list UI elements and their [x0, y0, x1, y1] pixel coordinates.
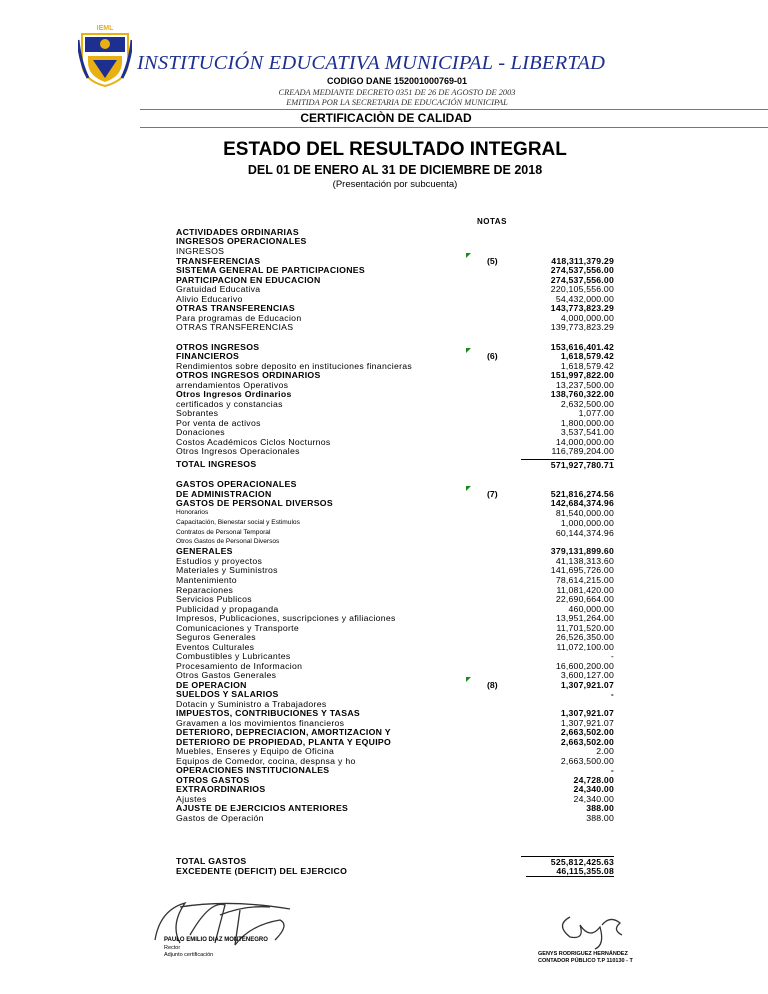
row-value: 153,616,401.42	[550, 342, 614, 352]
accountant-signature-scribble	[530, 905, 640, 950]
row-value: 81,540,000.00	[555, 508, 614, 518]
row-value: 1,000,000.00	[560, 518, 614, 528]
row-label: GENERALES	[176, 546, 233, 556]
row-value: 521,816,274.56	[550, 489, 614, 499]
note-marker-icon	[466, 486, 471, 491]
statement-row	[176, 408, 614, 418]
row-label: Otros Ingresos Operacionales	[176, 446, 300, 456]
row-value: 143,773,823.29	[550, 303, 614, 313]
row-label: Donaciones	[176, 427, 225, 437]
row-value: 46,115,355.08	[526, 866, 614, 877]
row-label: Materiales y Suministros	[176, 565, 278, 575]
row-label: Mantenimiento	[176, 575, 237, 585]
row-value: 571,927,780.71	[521, 459, 614, 470]
row-value: 11,072,100.00	[556, 642, 614, 652]
statement-row	[176, 565, 614, 575]
row-value: 4,000,000.00	[560, 313, 614, 323]
row-value: 13,951,264.00	[555, 613, 614, 623]
row-value: 274,537,556.00	[550, 275, 614, 285]
row-label: Para programas de Educacion	[176, 313, 302, 323]
row-label: FINANCIEROS	[176, 351, 240, 361]
row-label: Por venta de activos	[176, 418, 261, 428]
row-value: -	[610, 651, 614, 661]
row-label: OTROS INGRESOS ORDINARIOS	[176, 370, 321, 380]
row-value: 1,800,000.00	[560, 418, 614, 428]
row-label: Rendimientos sobre deposito en instituciones financieras	[176, 361, 413, 371]
statement-row	[176, 670, 614, 680]
rector-name: PAULO EMILIO DIAZ MONTENEGRO	[164, 937, 268, 943]
logo-text: IEML	[96, 25, 114, 32]
dane-code: CODIGO DANE 152001000769-01	[326, 76, 468, 86]
row-label: GASTOS OPERACIONALES	[176, 479, 297, 489]
row-value: 138,760,322.00	[550, 389, 614, 399]
row-value: 1,618,579.42	[560, 361, 614, 371]
row-note: (6)	[487, 351, 498, 361]
row-label: Otros Gastos Generales	[176, 670, 277, 680]
row-value: 2.00	[596, 746, 614, 756]
row-label: Comunicaciones y Transporte	[176, 623, 300, 633]
statement-row	[176, 284, 614, 294]
row-note: (7)	[487, 489, 498, 499]
row-label: ACTIVIDADES ORDINARIAS	[176, 227, 299, 237]
statement-row	[176, 803, 614, 813]
statement-row	[176, 303, 614, 313]
row-value: 3,600,127.00	[560, 670, 614, 680]
report-presentation: (Presentación por subcuenta)	[332, 179, 458, 190]
statement-row	[176, 518, 614, 528]
row-value: 13,237,500.00	[555, 380, 614, 390]
row-label: Procesamiento de Informacion	[176, 661, 303, 671]
row-label: DETERIORO, DEPRECIACION, AMORTIZACION Y	[176, 727, 391, 737]
statement-row	[176, 856, 614, 866]
statement-row	[176, 265, 614, 275]
row-label: Impresos, Publicaciones, suscripciones y afiliaciones	[176, 613, 396, 623]
note-marker-icon	[466, 253, 471, 258]
row-label: Eventos Culturales	[176, 642, 255, 652]
statement-row	[176, 322, 614, 332]
statement-row	[176, 689, 614, 699]
statement-row	[176, 784, 614, 794]
statement-row	[176, 479, 614, 489]
row-label: Otros Gastos de Personal Diversos	[176, 538, 280, 545]
row-value: 388.00	[586, 803, 614, 813]
row-label: INGRESOS	[176, 246, 225, 256]
row-label: GASTOS DE PERSONAL DIVERSOS	[176, 498, 333, 508]
row-label: certificados y constancias	[176, 399, 283, 409]
row-value: 142,684,374.96	[550, 498, 614, 508]
row-value: 1,077.00	[578, 408, 614, 418]
institution-title: INSTITUCIÓN EDUCATIVA MUNICIPAL - LIBERTAD	[137, 52, 606, 74]
row-value: 151,997,822.00	[550, 370, 614, 380]
statement-row	[176, 575, 614, 585]
row-value: 24,340.00	[573, 784, 614, 794]
statement-row	[176, 246, 614, 256]
row-value: 2,663,502.00	[560, 737, 614, 747]
row-label: EXTRAORDINARIOS	[176, 784, 266, 794]
report-title: ESTADO DEL RESULTADO INTEGRAL	[223, 139, 567, 160]
rector-signature-block	[150, 895, 320, 975]
statement-row	[176, 446, 614, 456]
statement-row	[176, 546, 614, 556]
row-label: Gravamen a los movimientos financieros	[176, 718, 345, 728]
statement-row	[176, 370, 614, 380]
row-value: -	[610, 689, 614, 699]
statement-row	[176, 459, 614, 469]
certification-label: CERTIFICACIÒN DE CALIDAD	[300, 111, 472, 125]
row-label: Equipos de Comedor, cocina, despnsa y ho	[176, 756, 356, 766]
row-label: DETERIORO DE PROPIEDAD, PLANTA Y EQUIPO	[176, 737, 392, 747]
row-label: Seguros Generales	[176, 632, 256, 642]
row-value: 24,340.00	[573, 794, 614, 804]
row-value: 2,632,500.00	[560, 399, 614, 409]
statement-row	[176, 632, 614, 642]
row-value: 24,728.00	[573, 775, 614, 785]
row-label: AJUSTE DE EJERCICIOS ANTERIORES	[176, 803, 349, 813]
row-label: SUELDOS Y SALARIOS	[176, 689, 279, 699]
statement-row	[176, 389, 614, 399]
row-value: 2,663,502.00	[560, 727, 614, 737]
row-value: 141,695,726.00	[550, 565, 614, 575]
row-label: Servicios Publicos	[176, 594, 252, 604]
row-value: 11,081,420.00	[556, 585, 614, 595]
row-value: 1,307,921.07	[560, 708, 614, 718]
statement-row	[176, 594, 614, 604]
statement-row	[176, 351, 614, 361]
row-value: 1,307,921.07	[560, 718, 614, 728]
row-value: -	[610, 765, 614, 775]
row-label: DE OPERACION	[176, 680, 247, 690]
row-value: 418,311,379.29	[551, 256, 614, 266]
row-value: 16,600,200.00	[555, 661, 614, 671]
rector-role: Rector	[164, 945, 181, 951]
row-value: 388.00	[586, 813, 614, 823]
statement-row	[176, 498, 614, 508]
statement-row	[176, 651, 614, 661]
row-value: 379,131,899.60	[550, 546, 614, 556]
row-value: 41,138,313.60	[555, 556, 614, 566]
row-value: 3,537,541.00	[560, 427, 614, 437]
report-period: DEL 01 DE ENERO AL 31 DE DICIEMBRE DE 2018	[247, 163, 543, 177]
accountant-signature-block	[530, 905, 650, 975]
row-value: 2,663,500.00	[560, 756, 614, 766]
row-label: Muebles, Enseres y Equipo de Oficina	[176, 746, 335, 756]
row-label: Honorarios	[176, 509, 209, 516]
row-label: Combustibles y Lubricantes	[176, 651, 291, 661]
row-label: TOTAL GASTOS	[176, 856, 247, 866]
note-marker-icon	[466, 348, 471, 353]
statement-row	[176, 813, 614, 823]
row-value: 220,105,556.00	[550, 284, 614, 294]
accountant-role: CONTADOR PÚBLICO T.P 110130 - T	[538, 958, 633, 964]
row-value: 11,701,520.00	[556, 623, 614, 633]
row-label: Otros Ingresos Ordinarios	[176, 389, 292, 399]
row-label: arrendamientos Operativos	[176, 380, 289, 390]
row-label: OTRAS TRANSFERENCIAS	[176, 303, 295, 313]
row-label: Gastos de Operación	[176, 813, 264, 823]
statement-row	[176, 708, 614, 718]
row-value: 14,000,000.00	[555, 437, 614, 447]
statement-row	[176, 866, 614, 876]
row-label: Reparaciones	[176, 585, 234, 595]
note-marker-icon	[466, 677, 471, 682]
row-label: OTRAS TRANSFERENCIAS	[176, 322, 294, 332]
row-note: (5)	[487, 256, 498, 266]
notes-column-header: NOTAS	[477, 217, 507, 226]
row-note: (8)	[487, 680, 498, 690]
row-label: OTROS GASTOS	[176, 775, 250, 785]
row-value: 1,618,579.42	[560, 351, 614, 361]
row-label: Estudios y proyectos	[176, 556, 263, 566]
row-value: 1,307,921.07	[560, 680, 614, 690]
rector-note: Adjunto certificación	[164, 952, 214, 958]
row-value: 60,144,374.96	[555, 528, 614, 538]
row-label: OPERACIONES INSTITUCIONALES	[176, 765, 330, 775]
row-label: OTROS INGRESOS	[176, 342, 260, 352]
statement-row	[176, 613, 614, 623]
row-value: 460,000.00	[568, 604, 614, 614]
row-label: Costos Académicos Ciclos Nocturnos	[176, 437, 331, 447]
row-label: SISTEMA GENERAL DE PARTICIPACIONES	[176, 265, 365, 275]
row-label: DE ADMINISTRACION	[176, 489, 272, 499]
row-label: Capacitación, Bienestar social y Estimulos	[176, 519, 300, 526]
row-label: IMPUESTOS, CONTRIBUCIONES Y TASAS	[176, 708, 360, 718]
row-label: Sobrantes	[176, 408, 219, 418]
statement-row	[176, 727, 614, 737]
statement-row	[176, 427, 614, 437]
row-label: TOTAL INGRESOS	[176, 459, 257, 469]
row-label: TRANSFERENCIAS	[176, 256, 261, 266]
row-label: PARTICIPACION EN EDUCACION	[176, 275, 321, 285]
row-value: 116,789,204.00	[551, 446, 614, 456]
row-value: 26,526,350.00	[555, 632, 614, 642]
row-label: Alivio Educarivo	[176, 294, 243, 304]
row-label: Publicidad y propaganda	[176, 604, 279, 614]
row-value: 525,812,425.63	[521, 856, 614, 867]
row-value: 139,773,823.29	[550, 322, 614, 332]
statement-row	[176, 508, 614, 518]
row-value: 22,690,664.00	[555, 594, 614, 604]
row-label: Gratuidad Educativa	[176, 284, 261, 294]
row-label: Dotacin y Suministro a Trabajadores	[176, 699, 327, 709]
decree-line-2: EMITIDA POR LA SECRETARIA DE EDUCACIÓN MUNICIPAL	[286, 98, 508, 107]
row-label: INGRESOS OPERACIONALES	[176, 236, 307, 246]
row-label: Contratos de Personal Temporal	[176, 529, 271, 536]
statement-row	[176, 746, 614, 756]
row-value: 54,432,000.00	[555, 294, 614, 304]
statement-row	[176, 765, 614, 775]
row-value: 78,614,215.00	[555, 575, 614, 585]
accountant-name: GENYS RODRIGUEZ HERNÁNDEZ	[538, 951, 628, 957]
statement-row	[176, 236, 614, 246]
row-value: 274,537,556.00	[550, 265, 614, 275]
decree-line-1: CREADA MEDIANTE DECRETO 0351 DE 26 DE AGOSTO DE 2003	[278, 88, 516, 97]
row-label: EXCEDENTE (DEFICIT) DEL EJERCICO	[176, 866, 348, 876]
row-label: Ajustes	[176, 794, 207, 804]
